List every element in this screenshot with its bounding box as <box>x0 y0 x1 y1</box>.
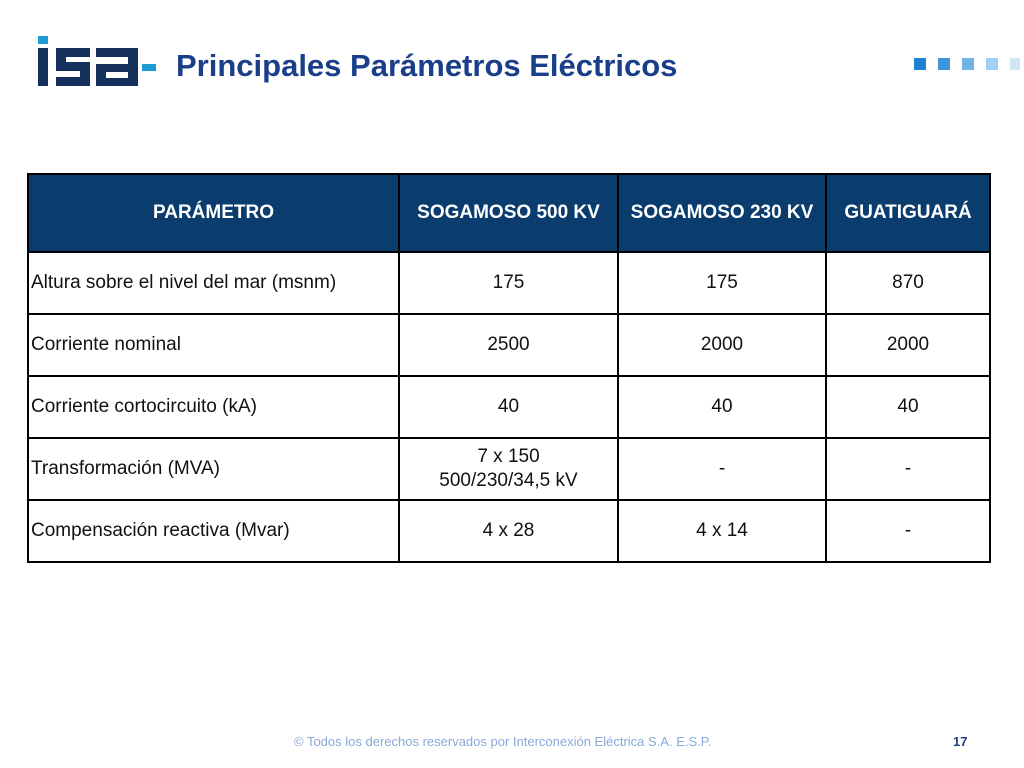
table-header-row <box>28 174 990 252</box>
table-cell: 40 <box>618 376 826 438</box>
cell-line: 7 x 150 <box>477 446 540 467</box>
table-cell: Compensación reactiva (Mvar) <box>28 500 399 562</box>
square-icon <box>986 58 998 70</box>
column-header: GUATIGUARÁ <box>826 174 990 252</box>
table-cell: Corriente cortocircuito (kA) <box>28 376 399 438</box>
column-header: PARÁMETRO <box>28 174 399 252</box>
column-header: SOGAMOSO 500 KV <box>399 174 618 252</box>
column-header: SOGAMOSO 230 KV <box>618 174 826 252</box>
table-cell: 4 x 14 <box>618 500 826 562</box>
parameters-table <box>27 173 991 563</box>
table-cell: 2000 <box>826 314 990 376</box>
table-cell: Transformación (MVA) <box>28 438 399 500</box>
table-cell: 40 <box>399 376 618 438</box>
table-cell: 40 <box>826 376 990 438</box>
table-cell: 175 <box>399 252 618 314</box>
table-cell: - <box>826 438 990 500</box>
table-cell: Corriente nominal <box>28 314 399 376</box>
isa-logo-icon <box>36 34 160 90</box>
table-cell: - <box>618 438 826 500</box>
logo <box>36 34 160 90</box>
page-number: 17 <box>953 734 968 749</box>
table-cell: Altura sobre el nivel del mar (msnm) <box>28 252 399 314</box>
table-row <box>28 438 990 500</box>
table-cell: - <box>826 500 990 562</box>
table-row <box>28 376 990 438</box>
table-cell: 4 x 28 <box>399 500 618 562</box>
table-cell: 2000 <box>618 314 826 376</box>
copyright-footer: © Todos los derechos reservados por Interconexión Eléctrica S.A. E.S.P. <box>294 734 712 749</box>
page-title: Principales Parámetros Eléctricos <box>176 48 678 83</box>
table-row <box>28 314 990 376</box>
square-icon <box>962 58 974 70</box>
table-row <box>28 252 990 314</box>
square-icon <box>914 58 926 70</box>
table-row <box>28 500 990 562</box>
square-icon <box>1010 58 1020 70</box>
table-cell: 175 <box>618 252 826 314</box>
cell-line: 500/230/34,5 kV <box>439 470 578 491</box>
table-cell: 870 <box>826 252 990 314</box>
square-icon <box>938 58 950 70</box>
table-cell <box>399 438 618 500</box>
table-cell: 2500 <box>399 314 618 376</box>
